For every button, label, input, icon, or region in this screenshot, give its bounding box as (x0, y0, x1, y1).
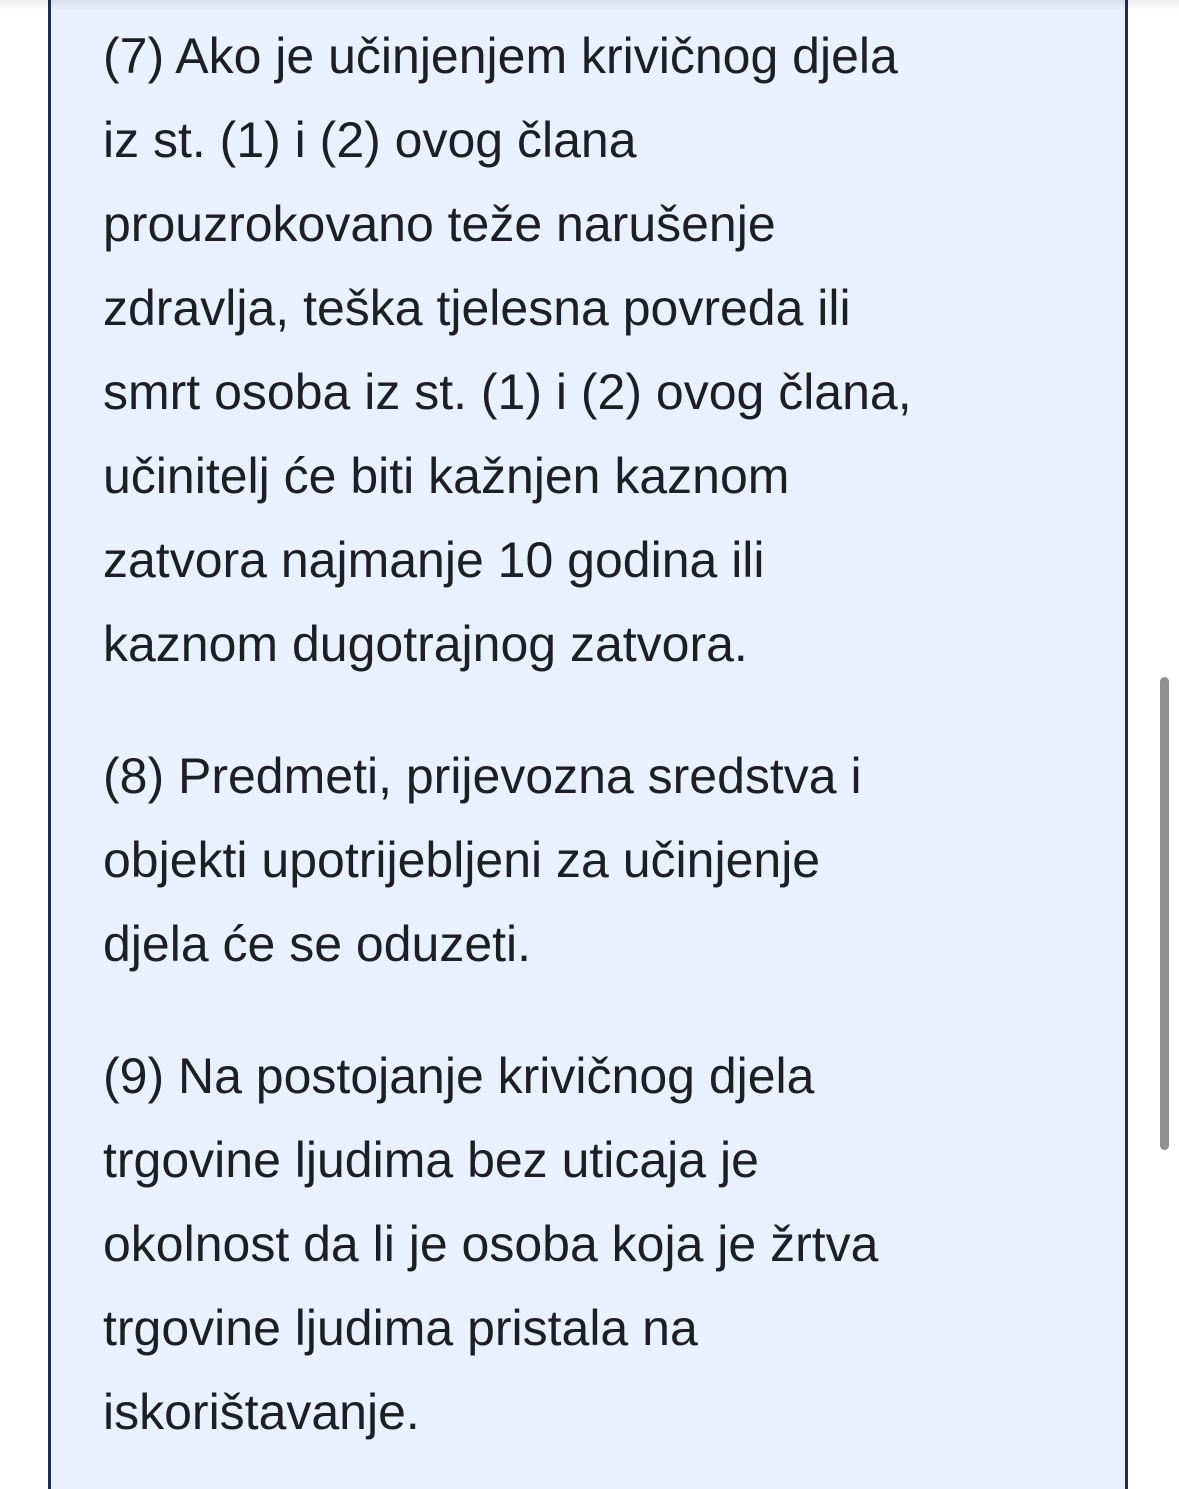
text-line: smrt osoba iz st. (1) i (2) ovog člana, (103, 364, 912, 420)
text-line: učinitelj će biti kažnjen kaznom (103, 448, 790, 504)
vertical-scrollbar[interactable] (1160, 677, 1169, 1150)
text-line: objekti upotrijebljeni za učinjenje (103, 832, 821, 888)
text-line: (7) Ako je učinjenjem krivičnog djela (103, 28, 898, 84)
paragraph-8 (103, 734, 1093, 986)
text-line: okolnost da li je osoba koja je žrtva (103, 1216, 879, 1272)
article-card (48, 0, 1128, 1489)
text-line: kaznom dugotrajnog zatvora. (103, 616, 748, 672)
paragraph-7 (103, 14, 1093, 686)
paragraph-9 (103, 1034, 1093, 1454)
text-line: zatvora najmanje 10 godina ili (103, 532, 765, 588)
text-line: trgovine ljudima bez uticaja je (103, 1132, 759, 1188)
text-line: prouzrokovano teže narušenje (103, 196, 776, 252)
text-line: zdravlja, teška tjelesna povreda ili (103, 280, 851, 336)
article-text (103, 14, 1093, 1489)
text-line: iskorištavanje. (103, 1384, 420, 1440)
text-line: iz st. (1) i (2) ovog člana (103, 112, 637, 168)
text-line: trgovine ljudima pristala na (103, 1300, 698, 1356)
text-line: djela će se oduzeti. (103, 916, 532, 972)
text-line: (8) Predmeti, prijevozna sredstva i (103, 748, 862, 804)
text-line: (9) Na postojanje krivičnog djela (103, 1048, 815, 1104)
header-shadow (0, 0, 1179, 10)
